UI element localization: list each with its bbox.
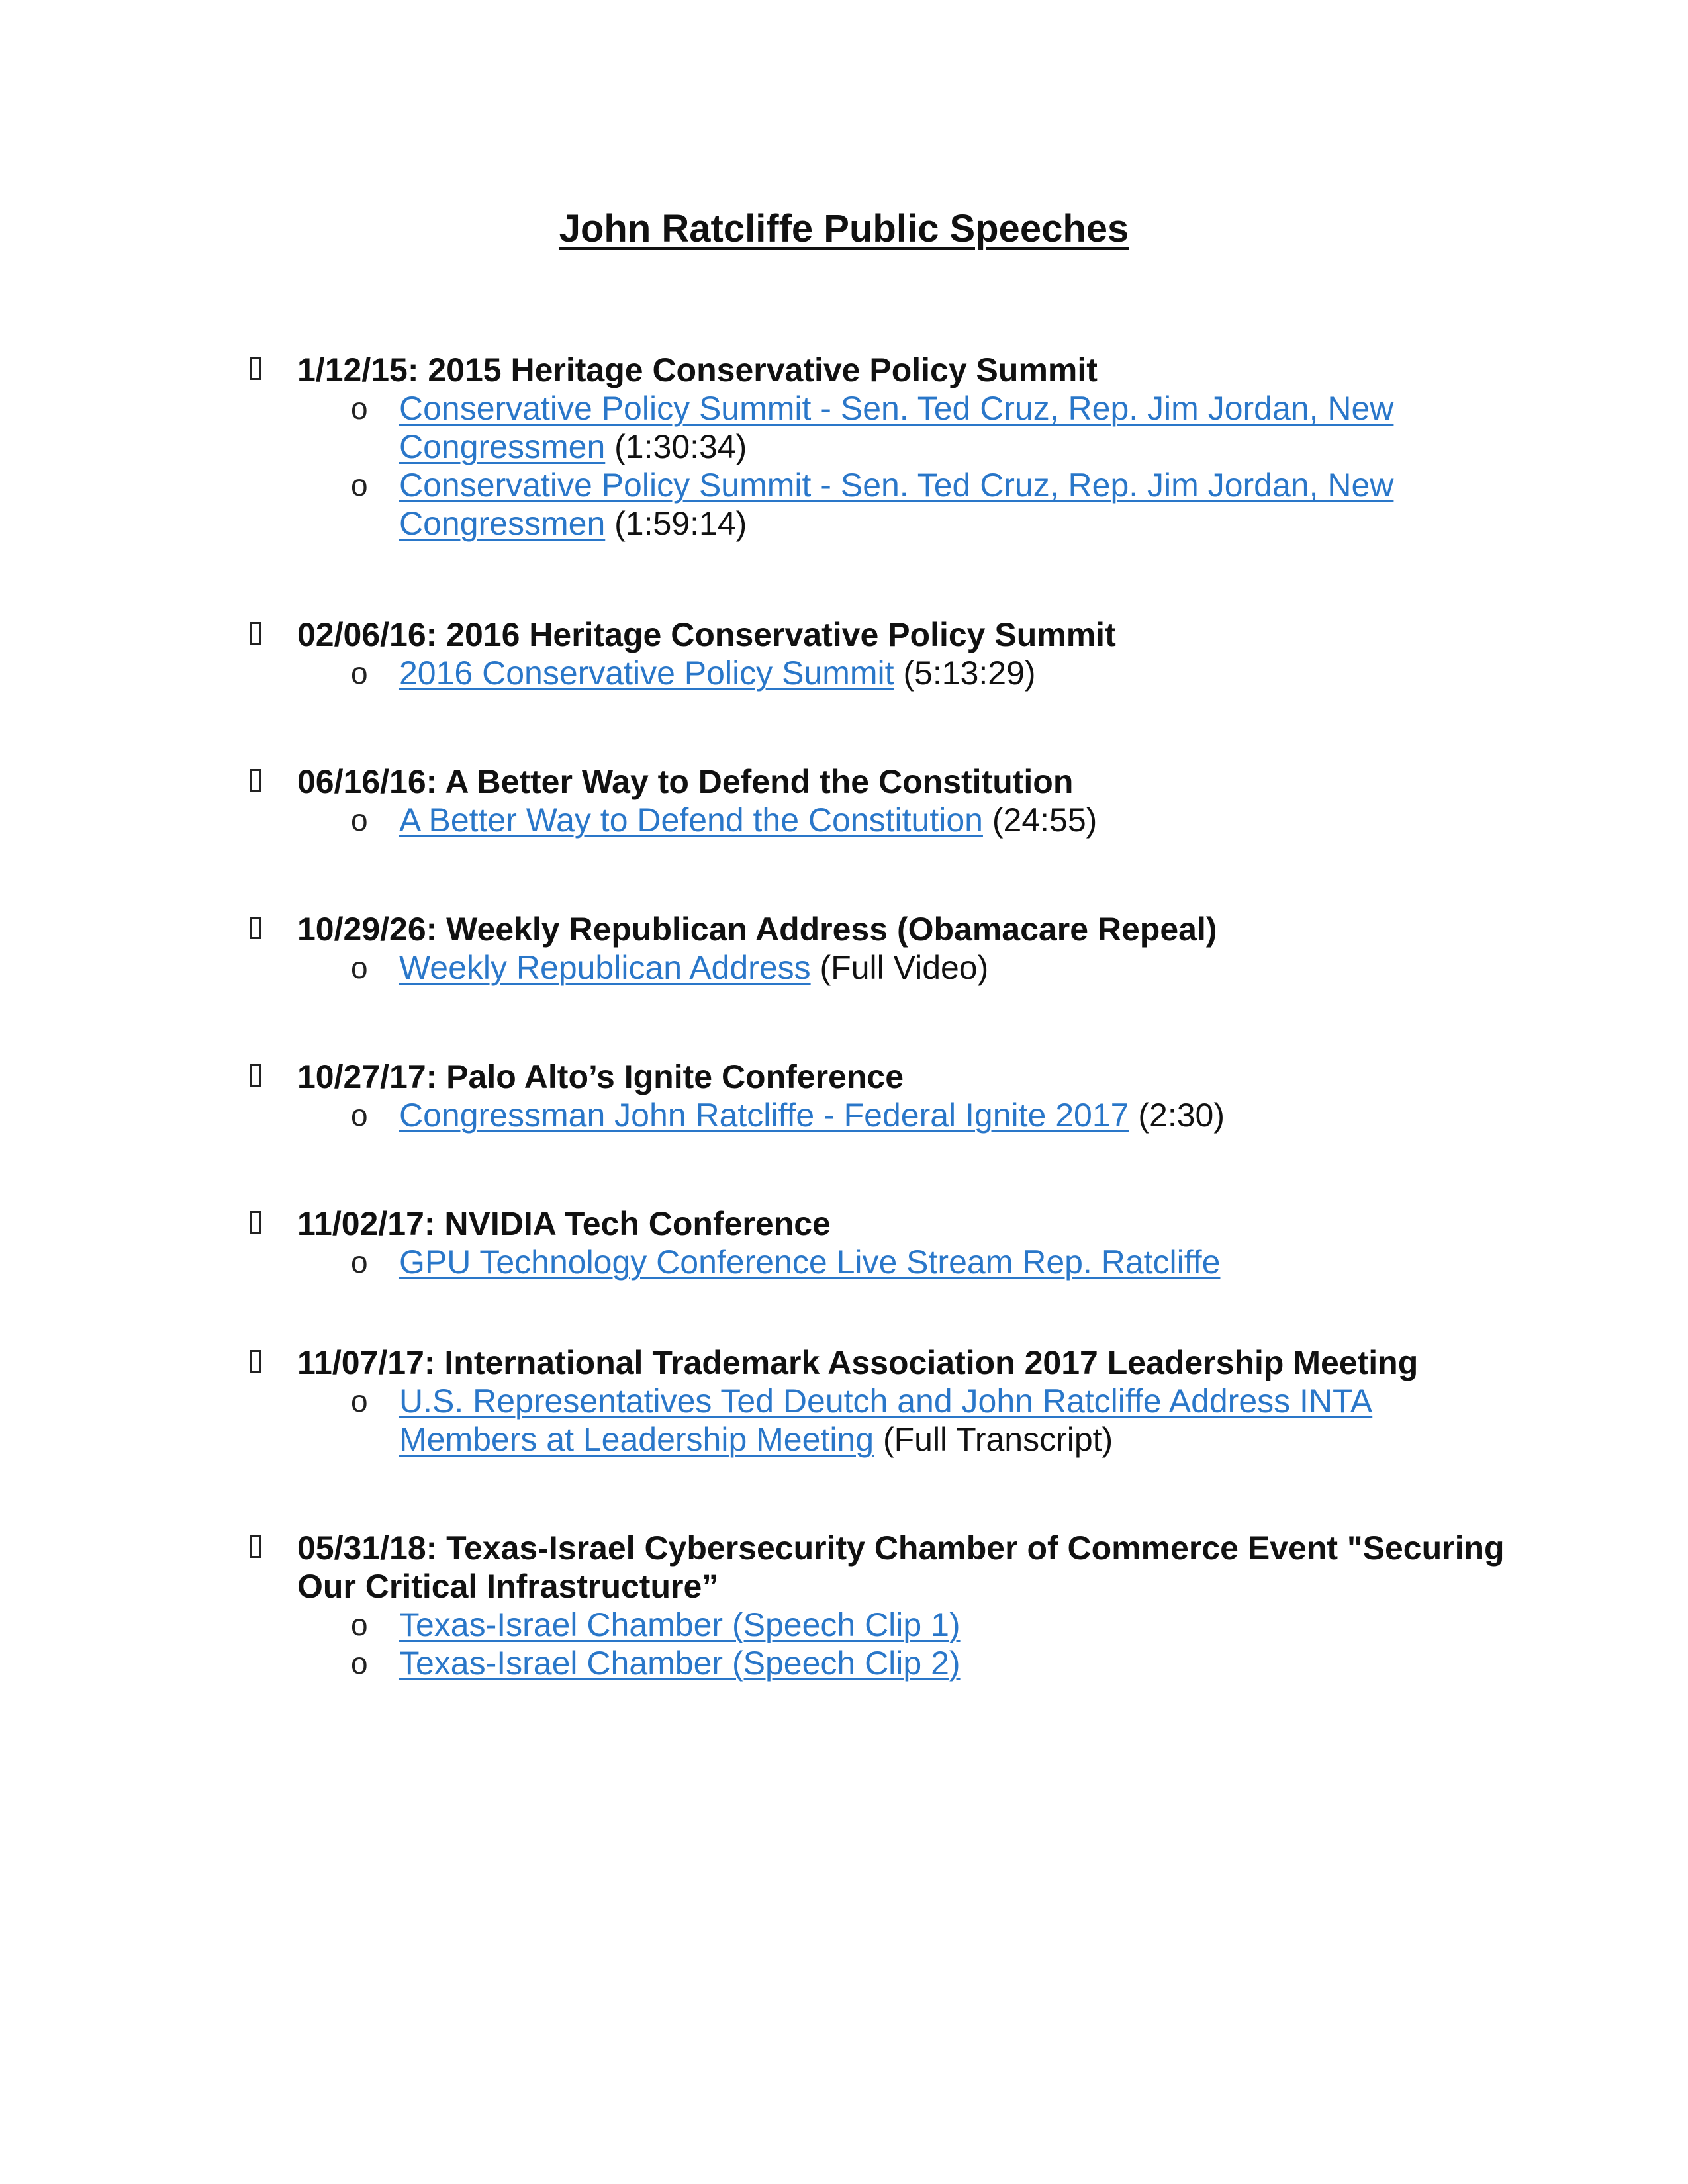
- list-item: [250, 654, 1498, 692]
- speech-link[interactable]: 2016 Conservative Policy Summit: [399, 655, 894, 692]
- speech-duration-note: (1:30:34): [605, 428, 747, 465]
- speech-duration-note: (1:59:14): [605, 505, 747, 542]
- entry-heading: 10/27/17: Palo Alto’s Ignite Conference: [297, 1058, 904, 1095]
- entry-links-list: [250, 948, 1508, 987]
- entry-heading-row: [250, 910, 1508, 948]
- entry-links-list: [250, 1606, 1508, 1682]
- speech-link[interactable]: U.S. Representatives Ted Deutch and John Ratcliffe Address INTA Members at Leadership Meeting: [399, 1383, 1373, 1458]
- entry-heading-row: [250, 762, 1508, 801]
- bullet-box-icon: [250, 1211, 261, 1234]
- speech-entry: [250, 615, 1508, 692]
- entry-heading: 11/02/17: NVIDIA Tech Conference: [297, 1205, 831, 1242]
- list-item: [250, 1243, 1498, 1281]
- entry-heading-row: [250, 351, 1508, 389]
- speech-entry: [250, 1343, 1508, 1459]
- entry-links-list: [250, 654, 1508, 692]
- entry-heading: 02/06/16: 2016 Heritage Conservative Policy Summit: [297, 616, 1116, 653]
- speech-link[interactable]: Conservative Policy Summit - Sen. Ted Cruz, Rep. Jim Jordan, New Congressmen: [399, 467, 1394, 542]
- speech-link[interactable]: Congressman John Ratcliffe - Federal Ignite 2017: [399, 1097, 1129, 1134]
- entry-heading: 11/07/17: International Trademark Association 2017 Leadership Meeting: [297, 1344, 1419, 1381]
- list-item: [250, 1644, 1498, 1682]
- list-item: [250, 1606, 1498, 1644]
- entry-heading: 06/16/16: A Better Way to Defend the Constitution: [297, 763, 1074, 800]
- bullet-box-icon: [250, 622, 261, 645]
- entry-heading: 10/29/26: Weekly Republican Address (Obamacare Repeal): [297, 911, 1217, 948]
- speech-link[interactable]: Texas-Israel Chamber (Speech Clip 2): [399, 1645, 961, 1682]
- speech-entry: [250, 1058, 1508, 1134]
- circle-bullet-icon: o: [351, 1384, 368, 1418]
- bullet-box-icon: [250, 917, 261, 939]
- list-item: [250, 1382, 1419, 1459]
- circle-bullet-icon: o: [351, 950, 368, 985]
- speech-duration-note: (Full Video): [810, 949, 989, 986]
- circle-bullet-icon: o: [351, 391, 368, 426]
- circle-bullet-icon: o: [351, 1646, 368, 1680]
- entry-heading-row: [250, 615, 1508, 654]
- speech-link[interactable]: Texas-Israel Chamber (Speech Clip 1): [399, 1606, 961, 1643]
- list-item: [250, 389, 1498, 466]
- page-title: John Ratcliffe Public Speeches: [559, 207, 1129, 250]
- speech-duration-note: (5:13:29): [894, 655, 1036, 692]
- entry-links-list: [250, 1382, 1508, 1459]
- entry-links-list: [250, 1243, 1508, 1281]
- speech-link[interactable]: Weekly Republican Address: [399, 949, 811, 986]
- speech-duration-note: (24:55): [982, 801, 1098, 839]
- entry-heading: 05/31/18: Texas-Israel Cybersecurity Chamber of Commerce Event "Securing Our Critical Infrastructure”: [297, 1529, 1505, 1605]
- circle-bullet-icon: o: [351, 1608, 368, 1642]
- speech-entry: [250, 762, 1508, 839]
- list-item: [250, 1096, 1498, 1134]
- bullet-box-icon: [250, 1535, 261, 1558]
- speech-link[interactable]: A Better Way to Defend the Constitution: [399, 801, 983, 839]
- circle-bullet-icon: o: [351, 1245, 368, 1279]
- list-item: [250, 948, 1498, 987]
- entry-heading-row: [250, 1529, 1508, 1606]
- bullet-box-icon: [250, 357, 261, 380]
- entry-links-list: [250, 389, 1508, 543]
- bullet-box-icon: [250, 1064, 261, 1087]
- list-item: [250, 466, 1498, 543]
- speech-link[interactable]: Conservative Policy Summit - Sen. Ted Cruz, Rep. Jim Jordan, New Congressmen: [399, 390, 1394, 465]
- speech-entry: [250, 351, 1508, 543]
- circle-bullet-icon: o: [351, 803, 368, 837]
- circle-bullet-icon: o: [351, 656, 368, 690]
- speech-entry: [250, 910, 1508, 987]
- bullet-box-icon: [250, 769, 261, 792]
- speech-entry: [250, 1205, 1508, 1281]
- entry-links-list: [250, 1096, 1508, 1134]
- entry-heading-row: [250, 1343, 1508, 1382]
- entry-heading: 1/12/15: 2015 Heritage Conservative Policy Summit: [297, 351, 1098, 388]
- circle-bullet-icon: o: [351, 468, 368, 502]
- circle-bullet-icon: o: [351, 1098, 368, 1132]
- entry-heading-row: [250, 1205, 1508, 1243]
- bullet-box-icon: [250, 1350, 261, 1373]
- speech-duration-note: (Full Transcript): [874, 1421, 1113, 1458]
- speech-entry: [250, 1529, 1508, 1682]
- list-item: [250, 801, 1498, 839]
- speech-duration-note: (2:30): [1129, 1097, 1225, 1134]
- speech-link[interactable]: GPU Technology Conference Live Stream Rep. Ratcliffe: [399, 1244, 1221, 1281]
- entry-heading-row: [250, 1058, 1508, 1096]
- entry-links-list: [250, 801, 1508, 839]
